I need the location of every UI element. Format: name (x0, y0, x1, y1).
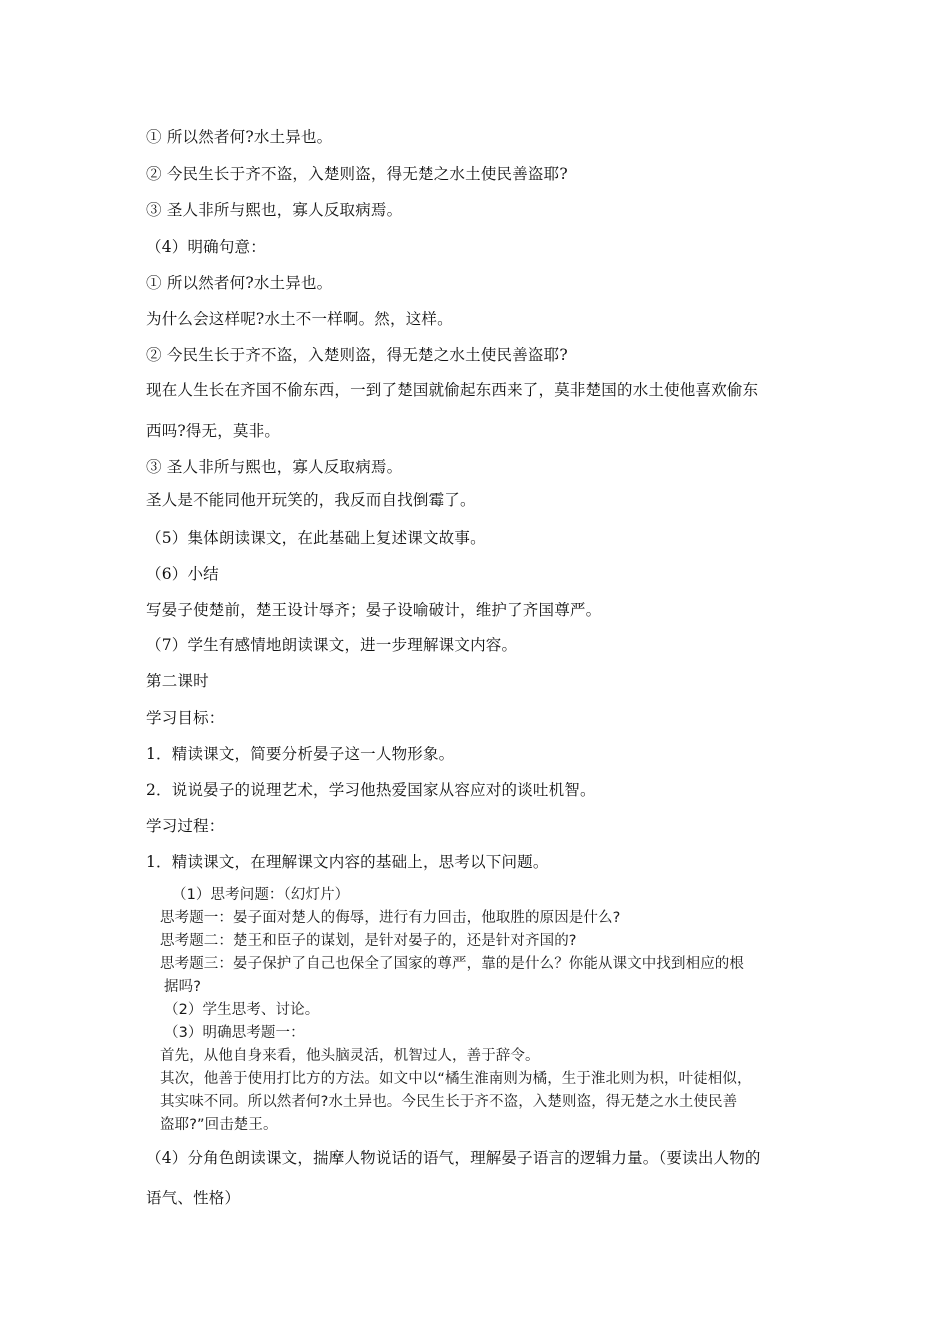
text-line: 2．说说晏子的说理艺术，学习他热爱国家从容应对的谈吐机智。 (146, 781, 596, 799)
text-line: 写晏子使楚前，楚王设计辱齐；晏子设喻破计，维护了齐国尊严。 (146, 601, 602, 619)
text-line: 1．精读课文，在理解课文内容的基础上，思考以下问题。 (146, 853, 549, 871)
text-line: 学习过程： (146, 817, 225, 835)
text-line: ① 所以然者何?水土异也。 (146, 274, 333, 292)
inset-line: 其实味不同。所以然者何?水土异也。今民生长于齐不盗，入楚则盗，得无楚之水土使民善 (160, 1094, 738, 1110)
text-line: 为什么会这样呢?水土不一样啊。然，这样。 (146, 310, 453, 328)
section-heading: 第二课时 (146, 672, 209, 690)
inset-line: 其次，他善于使用打比方的方法。如文中以“橘生淮南则为橘，生于淮北则为枳，叶徒相似， (160, 1071, 752, 1087)
text-line: 西吗?得无，莫非。 (146, 422, 281, 440)
text-line: 圣人是不能同他开玩笑的，我反而自找倒霉了。 (146, 491, 476, 509)
inset-line: 据吗? (164, 979, 201, 995)
text-line: （7）学生有感情地朗读课文，进一步理解课文内容。 (146, 636, 518, 654)
text-line: 1．精读课文，简要分析晏子这一人物形象。 (146, 745, 455, 763)
inset-line: （3）明确思考题一： (164, 1025, 305, 1041)
text-line: （5）集体朗读课文，在此基础上复述课文故事。 (146, 529, 486, 547)
text-line: （4）明确句意： (146, 238, 266, 256)
inset-line: 思考题二：楚王和臣子的谋划，是针对晏子的，还是针对齐国的? (160, 933, 577, 949)
inset-line: （2）学生思考、讨论。 (164, 1002, 320, 1018)
text-line: 语气、性格） (146, 1189, 241, 1207)
inset-line: 盗耶?”回击楚王。 (160, 1117, 278, 1133)
text-line: ① 所以然者何?水土异也。 (146, 128, 333, 146)
inset-line: 思考题一：晏子面对楚人的侮辱，进行有力回击，他取胜的原因是什么? (160, 910, 621, 926)
text-line: 现在人生长在齐国不偷东西，一到了楚国就偷起东西来了，莫非楚国的水土使他喜欢偷东 (146, 381, 759, 399)
inset-line: （1）思考问题：（幻灯片） (172, 887, 350, 903)
text-line: （4）分角色朗读课文，揣摩人物说话的语气，理解晏子语言的逻辑力量。（要读出人物的 (146, 1149, 761, 1167)
inset-line: 首先，从他自身来看，他头脑灵活，机智过人，善于辞令。 (160, 1048, 540, 1064)
text-line: ③ 圣人非所与熙也，寡人反取病焉。 (146, 458, 403, 476)
inset-line: 思考题三：晏子保护了自己也保全了国家的尊严，靠的是什么？你能从课文中找到相应的根 (160, 956, 744, 972)
text-line: ② 今民生长于齐不盗，入楚则盗，得无楚之水土使民善盗耶? (146, 346, 568, 364)
text-line: ② 今民生长于齐不盗，入楚则盗，得无楚之水土使民善盗耶? (146, 165, 568, 183)
text-line: ③ 圣人非所与熙也，寡人反取病焉。 (146, 201, 403, 219)
text-line: 学习目标： (146, 709, 225, 727)
text-line: （6）小结 (146, 565, 219, 583)
